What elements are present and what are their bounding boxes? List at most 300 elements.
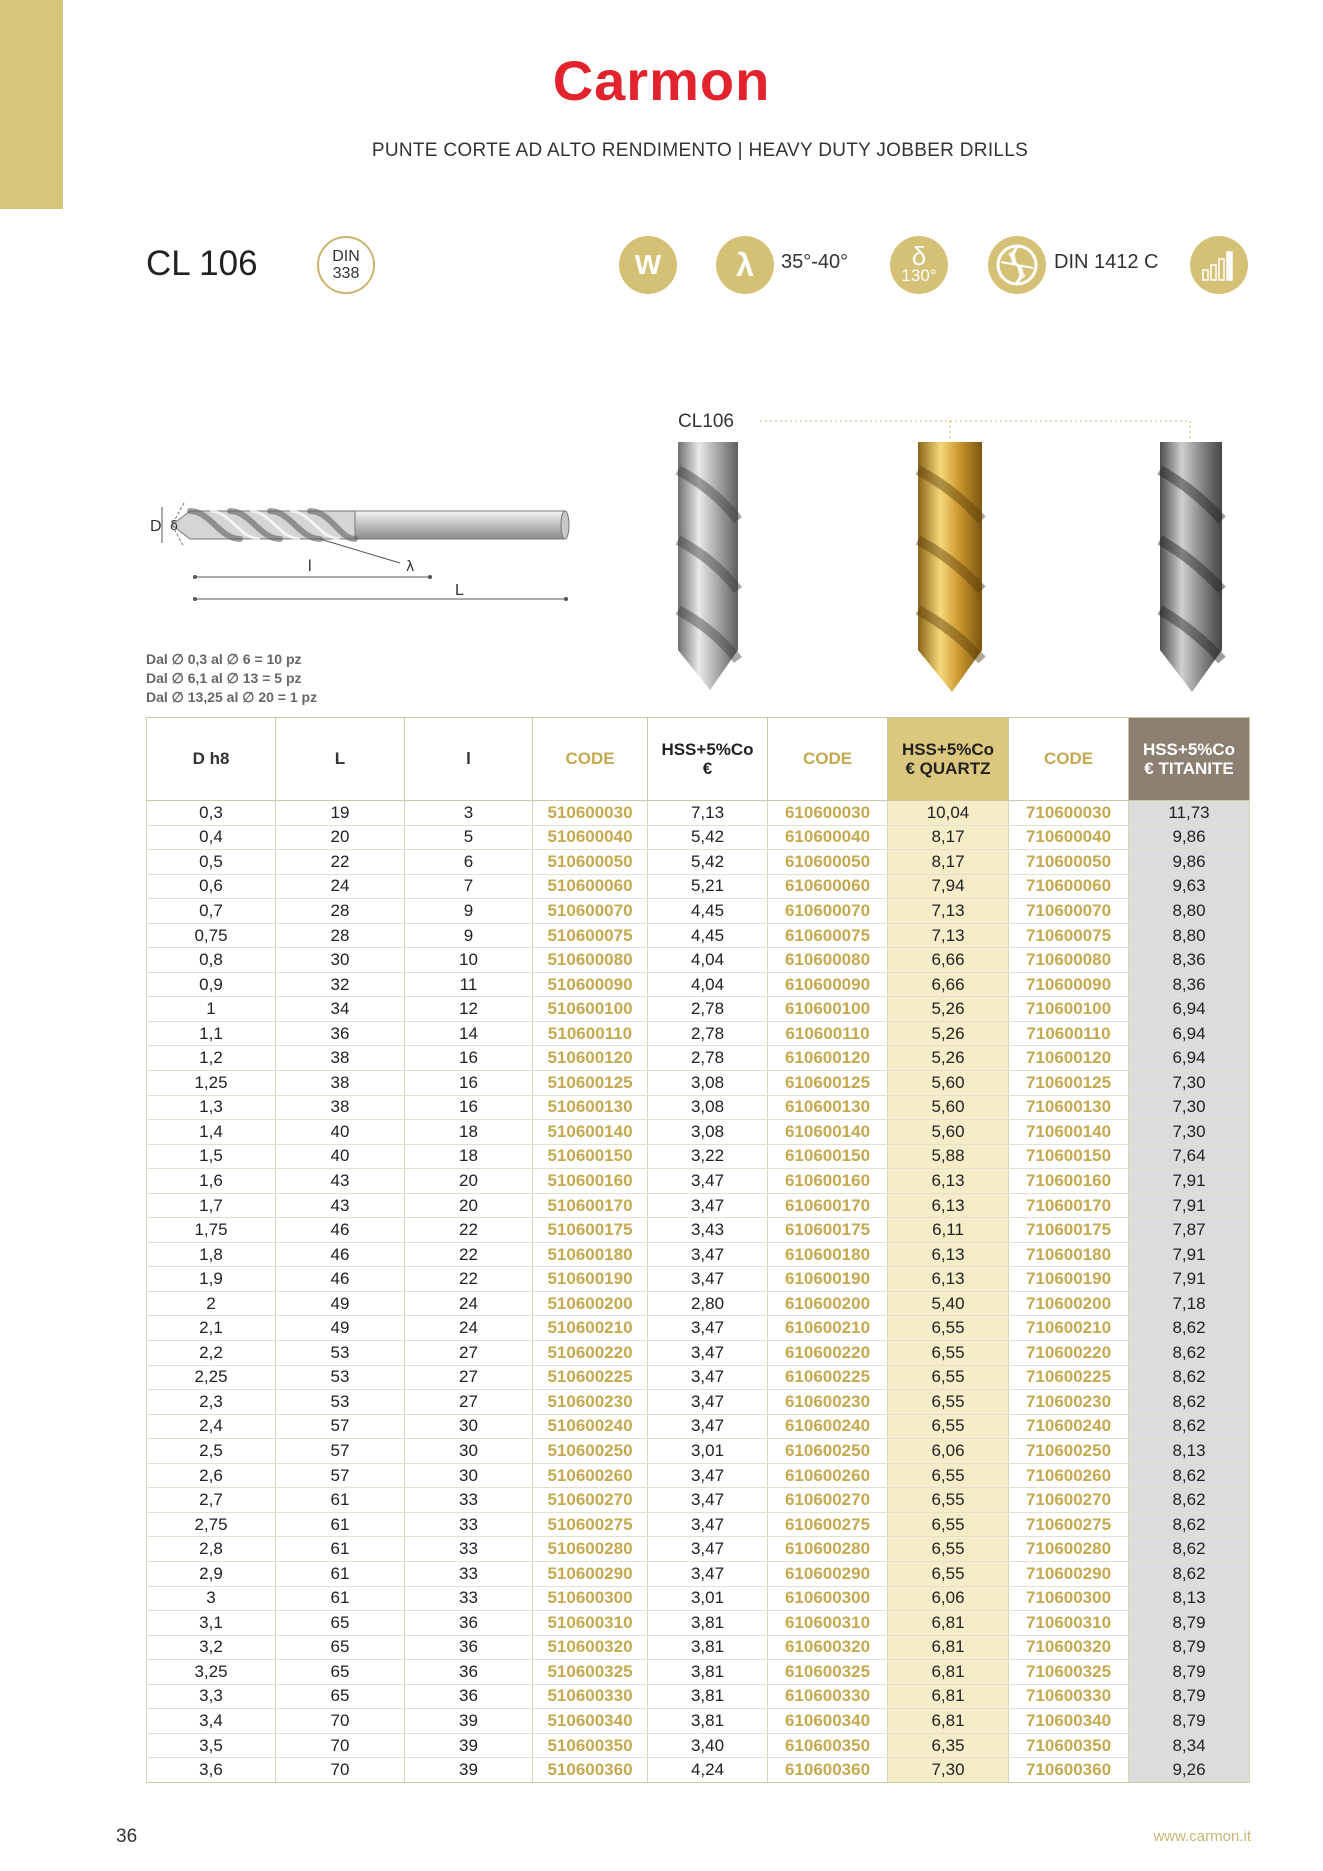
cell-diameter: 3,2: [147, 1635, 276, 1660]
cell-price-quartz: 6,55: [888, 1537, 1009, 1562]
cell-price-quartz: 8,17: [888, 825, 1009, 850]
cell-diameter: 1,7: [147, 1193, 276, 1218]
cell-price-titanite: 8,80: [1129, 923, 1250, 948]
cell-code-titanite: 710600230: [1009, 1390, 1129, 1415]
table-row: [147, 948, 1250, 973]
cell-code-quartz: 610600110: [768, 1021, 888, 1046]
cell-price-quartz: 6,06: [888, 1439, 1009, 1464]
cell-total-length: 61: [276, 1488, 405, 1513]
cell-diameter: 1,25: [147, 1071, 276, 1096]
cell-code-titanite: 710600200: [1009, 1291, 1129, 1316]
cell-code-plain: 510600330: [533, 1684, 648, 1709]
din-point-text: DIN 1412 C: [1054, 251, 1159, 273]
cell-price-quartz: 6,66: [888, 972, 1009, 997]
cell-code-plain: 510600180: [533, 1242, 648, 1267]
cell-price-plain: 4,24: [648, 1758, 768, 1783]
cell-flute-length: 9: [405, 899, 533, 924]
cell-price-quartz: 6,13: [888, 1193, 1009, 1218]
col-header-price-plain-line1: HSS+5%Co: [661, 740, 754, 759]
din-badge-top: DIN: [332, 248, 360, 265]
cell-code-quartz: 610600150: [768, 1144, 888, 1169]
cell-price-plain: 3,47: [648, 1316, 768, 1341]
quantity-notes: [146, 650, 317, 707]
col-header-price-titanite-line1: HSS+5%Co: [1142, 740, 1236, 759]
cell-total-length: 57: [276, 1414, 405, 1439]
cell-code-titanite: 710600030: [1009, 801, 1129, 826]
cell-flute-length: 33: [405, 1561, 533, 1586]
cell-price-titanite: 8,62: [1129, 1463, 1250, 1488]
cell-diameter: 1,75: [147, 1218, 276, 1243]
cell-price-plain: 2,78: [648, 1021, 768, 1046]
cell-price-titanite: 8,79: [1129, 1684, 1250, 1709]
cell-diameter: 0,6: [147, 874, 276, 899]
cell-total-length: 38: [276, 1046, 405, 1071]
cell-total-length: 43: [276, 1193, 405, 1218]
cell-price-quartz: 5,40: [888, 1291, 1009, 1316]
table-row: [147, 1267, 1250, 1292]
cell-price-titanite: 9,86: [1129, 850, 1250, 875]
table-row: [147, 1439, 1250, 1464]
cell-code-titanite: 710600240: [1009, 1414, 1129, 1439]
table-row: [147, 899, 1250, 924]
din-338-badge: [317, 236, 375, 294]
cell-price-plain: 3,40: [648, 1733, 768, 1758]
cell-diameter: 0,7: [147, 899, 276, 924]
table-row: [147, 1414, 1250, 1439]
cell-price-quartz: 6,13: [888, 1267, 1009, 1292]
cell-flute-length: 11: [405, 972, 533, 997]
cell-price-quartz: 6,55: [888, 1488, 1009, 1513]
photo-label: CL106: [678, 411, 734, 432]
cell-diameter: 0,3: [147, 801, 276, 826]
cell-code-titanite: 710600175: [1009, 1218, 1129, 1243]
product-code: CL 106: [146, 244, 258, 283]
quantity-note: Dal ∅ 0,3 al ∅ 6 = 10 pz: [146, 651, 302, 667]
cell-price-titanite: 8,62: [1129, 1390, 1250, 1415]
cell-code-plain: 510600250: [533, 1439, 648, 1464]
table-row: [147, 1095, 1250, 1120]
col-header-code-quartz: CODE: [768, 718, 888, 801]
cell-diameter: 2,7: [147, 1488, 276, 1513]
cell-code-quartz: 610600050: [768, 850, 888, 875]
cell-code-quartz: 610600230: [768, 1390, 888, 1415]
cell-code-quartz: 610600040: [768, 825, 888, 850]
cell-price-titanite: 7,18: [1129, 1291, 1250, 1316]
col-header-code-plain: CODE: [533, 718, 648, 801]
cell-code-plain: 510600240: [533, 1414, 648, 1439]
cell-total-length: 30: [276, 948, 405, 973]
cell-code-plain: 510600170: [533, 1193, 648, 1218]
cell-total-length: 49: [276, 1291, 405, 1316]
cell-price-plain: 3,81: [648, 1611, 768, 1636]
cell-price-quartz: 5,60: [888, 1071, 1009, 1096]
cell-price-titanite: 6,94: [1129, 997, 1250, 1022]
cell-code-quartz: 610600290: [768, 1561, 888, 1586]
table-row: [147, 801, 1250, 826]
table-row: [147, 874, 1250, 899]
cell-flute-length: 12: [405, 997, 533, 1022]
cell-total-length: 53: [276, 1365, 405, 1390]
cell-code-quartz: 610600140: [768, 1120, 888, 1145]
cell-price-titanite: 11,73: [1129, 801, 1250, 826]
cell-flute-length: 16: [405, 1046, 533, 1071]
cell-total-length: 65: [276, 1660, 405, 1685]
quantity-note: Dal ∅ 6,1 al ∅ 13 = 5 pz: [146, 670, 302, 686]
cell-code-quartz: 610600275: [768, 1512, 888, 1537]
cell-price-titanite: 6,94: [1129, 1046, 1250, 1071]
table-row: [147, 1046, 1250, 1071]
cell-code-titanite: 710600060: [1009, 874, 1129, 899]
cell-diameter: 3,5: [147, 1733, 276, 1758]
cell-code-quartz: 610600325: [768, 1660, 888, 1685]
cell-diameter: 3,25: [147, 1660, 276, 1685]
cell-flute-length: 10: [405, 948, 533, 973]
cell-total-length: 43: [276, 1169, 405, 1194]
cell-price-titanite: 6,94: [1129, 1021, 1250, 1046]
cell-diameter: 1,1: [147, 1021, 276, 1046]
cell-price-quartz: 6,81: [888, 1611, 1009, 1636]
cell-flute-length: 36: [405, 1660, 533, 1685]
cell-flute-length: 24: [405, 1291, 533, 1316]
cell-total-length: 65: [276, 1684, 405, 1709]
table-row: [147, 1684, 1250, 1709]
cell-code-titanite: 710600280: [1009, 1537, 1129, 1562]
cell-price-quartz: 7,13: [888, 899, 1009, 924]
table-row: [147, 1341, 1250, 1366]
cell-price-titanite: 8,62: [1129, 1488, 1250, 1513]
cell-code-titanite: 710600075: [1009, 923, 1129, 948]
cell-flute-length: 9: [405, 923, 533, 948]
cell-code-titanite: 710600040: [1009, 825, 1129, 850]
col-header-price-plain-line2: €: [702, 759, 713, 778]
cell-total-length: 61: [276, 1561, 405, 1586]
col-header-price-quartz-line1: HSS+5%Co: [901, 740, 995, 759]
table-row: [147, 997, 1250, 1022]
table-row: [147, 1365, 1250, 1390]
cell-total-length: 53: [276, 1390, 405, 1415]
diagram-l-short: l: [308, 558, 312, 575]
drill-spec-table: [146, 717, 1250, 1783]
table-row: [147, 1390, 1250, 1415]
cell-price-titanite: 7,91: [1129, 1242, 1250, 1267]
cell-price-plain: 2,78: [648, 1046, 768, 1071]
cell-code-titanite: 710600210: [1009, 1316, 1129, 1341]
cell-code-titanite: 710600180: [1009, 1242, 1129, 1267]
cell-flute-length: 14: [405, 1021, 533, 1046]
cell-price-plain: 4,04: [648, 948, 768, 973]
cell-price-quartz: 6,66: [888, 948, 1009, 973]
cell-code-quartz: 610600340: [768, 1709, 888, 1734]
cell-price-titanite: 8,79: [1129, 1635, 1250, 1660]
cell-code-quartz: 610600070: [768, 899, 888, 924]
cell-diameter: 2,8: [147, 1537, 276, 1562]
cell-code-titanite: 710600225: [1009, 1365, 1129, 1390]
cell-price-titanite: 8,62: [1129, 1561, 1250, 1586]
cell-code-titanite: 710600290: [1009, 1561, 1129, 1586]
cell-diameter: 2,5: [147, 1439, 276, 1464]
cell-code-plain: 510600340: [533, 1709, 648, 1734]
table-row: [147, 1561, 1250, 1586]
cell-flute-length: 16: [405, 1071, 533, 1096]
cell-code-quartz: 610600210: [768, 1316, 888, 1341]
cell-code-plain: 510600080: [533, 948, 648, 973]
cell-total-length: 20: [276, 825, 405, 850]
website-link[interactable]: www.carmon.it: [1153, 1828, 1251, 1845]
cell-code-plain: 510600350: [533, 1733, 648, 1758]
cell-flute-length: 33: [405, 1488, 533, 1513]
cell-price-titanite: 9,86: [1129, 825, 1250, 850]
cell-code-quartz: 610600270: [768, 1488, 888, 1513]
cell-diameter: 2,2: [147, 1341, 276, 1366]
cell-code-titanite: 710600170: [1009, 1193, 1129, 1218]
cell-price-titanite: 7,30: [1129, 1120, 1250, 1145]
drill-photo-quartz: [918, 442, 982, 692]
cell-price-plain: 7,13: [648, 801, 768, 826]
cell-code-quartz: 610600170: [768, 1193, 888, 1218]
table-row: [147, 1021, 1250, 1046]
table-row: [147, 1291, 1250, 1316]
cell-diameter: 2,4: [147, 1414, 276, 1439]
col-header-code-titanite: CODE: [1009, 718, 1129, 801]
table-row: [147, 1463, 1250, 1488]
cell-price-quartz: 6,81: [888, 1635, 1009, 1660]
cell-flute-length: 36: [405, 1684, 533, 1709]
cell-total-length: 38: [276, 1095, 405, 1120]
quantity-note: Dal ∅ 13,25 al ∅ 20 = 1 pz: [146, 689, 318, 705]
cell-price-quartz: 5,26: [888, 1021, 1009, 1046]
cell-code-titanite: 710600140: [1009, 1120, 1129, 1145]
cell-code-titanite: 710600100: [1009, 997, 1129, 1022]
cell-code-plain: 510600150: [533, 1144, 648, 1169]
table-row: [147, 1635, 1250, 1660]
cell-price-quartz: 6,55: [888, 1365, 1009, 1390]
cell-flute-length: 5: [405, 825, 533, 850]
cell-code-quartz: 610600225: [768, 1365, 888, 1390]
cell-code-titanite: 710600360: [1009, 1758, 1129, 1783]
table-body: [147, 801, 1250, 1783]
cell-price-titanite: 8,79: [1129, 1611, 1250, 1636]
table-row: [147, 1120, 1250, 1145]
cell-total-length: 22: [276, 850, 405, 875]
cell-total-length: 40: [276, 1144, 405, 1169]
table-row: [147, 1242, 1250, 1267]
cell-price-titanite: 7,91: [1129, 1267, 1250, 1292]
table-row: [147, 1193, 1250, 1218]
drill-photo-titanite: [1160, 442, 1222, 692]
cell-code-quartz: 610600060: [768, 874, 888, 899]
cell-flute-length: 36: [405, 1611, 533, 1636]
cell-flute-length: 18: [405, 1120, 533, 1145]
cell-code-titanite: 710600160: [1009, 1169, 1129, 1194]
cell-price-titanite: 7,87: [1129, 1218, 1250, 1243]
cell-price-plain: 4,04: [648, 972, 768, 997]
cell-price-quartz: 5,26: [888, 997, 1009, 1022]
cell-total-length: 46: [276, 1218, 405, 1243]
cell-code-plain: 510600070: [533, 899, 648, 924]
cell-code-plain: 510600325: [533, 1660, 648, 1685]
cell-price-plain: 3,47: [648, 1512, 768, 1537]
cell-price-plain: 4,45: [648, 899, 768, 924]
cell-flute-length: 30: [405, 1463, 533, 1488]
cell-price-plain: 3,47: [648, 1169, 768, 1194]
cell-code-titanite: 710600270: [1009, 1488, 1129, 1513]
cell-total-length: 46: [276, 1267, 405, 1292]
cell-code-titanite: 710600120: [1009, 1046, 1129, 1071]
cell-code-plain: 510600100: [533, 997, 648, 1022]
cell-code-titanite: 710600310: [1009, 1611, 1129, 1636]
cell-flute-length: 27: [405, 1365, 533, 1390]
cell-code-quartz: 610600075: [768, 923, 888, 948]
cell-code-quartz: 610600180: [768, 1242, 888, 1267]
table-row: [147, 1144, 1250, 1169]
diagram-l-long: L: [455, 582, 464, 599]
cell-price-titanite: 7,64: [1129, 1144, 1250, 1169]
cell-code-plain: 510600060: [533, 874, 648, 899]
performance-bars-icon: [1190, 236, 1248, 294]
cell-diameter: 2,6: [147, 1463, 276, 1488]
cell-code-quartz: 610600260: [768, 1463, 888, 1488]
cell-price-quartz: 6,81: [888, 1684, 1009, 1709]
cell-code-quartz: 610600080: [768, 948, 888, 973]
cell-price-quartz: 5,26: [888, 1046, 1009, 1071]
cell-code-quartz: 610600220: [768, 1341, 888, 1366]
cell-total-length: 24: [276, 874, 405, 899]
cell-code-plain: 510600090: [533, 972, 648, 997]
cell-code-plain: 510600225: [533, 1365, 648, 1390]
cell-total-length: 65: [276, 1635, 405, 1660]
cell-price-plain: 3,08: [648, 1095, 768, 1120]
cell-diameter: 1,4: [147, 1120, 276, 1145]
cell-diameter: 1: [147, 997, 276, 1022]
cell-total-length: 46: [276, 1242, 405, 1267]
cell-code-quartz: 610600350: [768, 1733, 888, 1758]
cell-price-titanite: 8,62: [1129, 1365, 1250, 1390]
cell-flute-length: 16: [405, 1095, 533, 1120]
split-point-icon-graphic: [994, 242, 1040, 288]
cell-code-titanite: 710600050: [1009, 850, 1129, 875]
col-header-flute-length: l: [405, 718, 533, 801]
diagram-lambda-label: λ: [406, 559, 415, 575]
brand-logo: Carmon: [552, 49, 771, 112]
cell-flute-length: 22: [405, 1267, 533, 1292]
cell-diameter: 1,9: [147, 1267, 276, 1292]
cell-price-plain: 4,45: [648, 923, 768, 948]
delta-angle: 130°: [901, 266, 937, 285]
cell-code-quartz: 610600130: [768, 1095, 888, 1120]
table-row: [147, 1660, 1250, 1685]
cell-code-plain: 510600210: [533, 1316, 648, 1341]
delta-symbol: δ: [911, 241, 927, 271]
cell-code-quartz: 610600360: [768, 1758, 888, 1783]
cell-price-plain: 3,47: [648, 1341, 768, 1366]
table-row: [147, 1733, 1250, 1758]
cell-code-plain: 510600075: [533, 923, 648, 948]
cell-flute-length: 24: [405, 1316, 533, 1341]
cell-price-quartz: 5,60: [888, 1120, 1009, 1145]
bars-icon-graphic: [1199, 248, 1239, 282]
cell-total-length: 36: [276, 1021, 405, 1046]
cell-price-plain: 3,01: [648, 1439, 768, 1464]
cell-code-quartz: 610600240: [768, 1414, 888, 1439]
cell-code-titanite: 710600260: [1009, 1463, 1129, 1488]
table-row: [147, 1071, 1250, 1096]
cell-price-quartz: 7,94: [888, 874, 1009, 899]
cell-total-length: 19: [276, 801, 405, 826]
table-row: [147, 1316, 1250, 1341]
table-row: [147, 1537, 1250, 1562]
cell-diameter: 1,8: [147, 1242, 276, 1267]
page-subtitle: PUNTE CORTE AD ALTO RENDIMENTO | HEAVY DUTY JOBBER DRILLS: [371, 140, 1029, 161]
cell-code-quartz: 610600200: [768, 1291, 888, 1316]
cell-total-length: 65: [276, 1611, 405, 1636]
table-row: [147, 923, 1250, 948]
table-row: [147, 1758, 1250, 1783]
cell-code-titanite: 710600190: [1009, 1267, 1129, 1292]
cell-code-quartz: 610600100: [768, 997, 888, 1022]
cell-price-titanite: 8,13: [1129, 1586, 1250, 1611]
cell-code-titanite: 710600300: [1009, 1586, 1129, 1611]
col-header-price-titanite: [1129, 718, 1250, 801]
cell-diameter: 2,3: [147, 1390, 276, 1415]
cell-price-titanite: 8,62: [1129, 1341, 1250, 1366]
cell-price-titanite: 8,62: [1129, 1537, 1250, 1562]
din-badge-bottom: 338: [332, 265, 360, 282]
helix-angle-icon: [716, 236, 774, 294]
cell-price-quartz: 6,13: [888, 1169, 1009, 1194]
cell-price-plain: 3,47: [648, 1537, 768, 1562]
cell-code-plain: 510600125: [533, 1071, 648, 1096]
cell-flute-length: 39: [405, 1758, 533, 1783]
table-row: [147, 1169, 1250, 1194]
cell-total-length: 40: [276, 1120, 405, 1145]
cell-price-plain: 3,47: [648, 1488, 768, 1513]
cell-diameter: 1,6: [147, 1169, 276, 1194]
cell-price-titanite: 7,30: [1129, 1095, 1250, 1120]
cell-price-plain: 3,08: [648, 1071, 768, 1096]
cell-price-quartz: 6,55: [888, 1316, 1009, 1341]
cell-price-titanite: 7,30: [1129, 1071, 1250, 1096]
cell-code-quartz: 610600320: [768, 1635, 888, 1660]
cell-price-titanite: 8,79: [1129, 1660, 1250, 1685]
cell-total-length: 57: [276, 1439, 405, 1464]
cell-price-quartz: 6,11: [888, 1218, 1009, 1243]
cell-price-plain: 3,81: [648, 1684, 768, 1709]
cell-total-length: 49: [276, 1316, 405, 1341]
col-header-price-quartz-line2: € QUARTZ: [905, 759, 991, 778]
cell-price-quartz: 5,88: [888, 1144, 1009, 1169]
cell-price-quartz: 10,04: [888, 801, 1009, 826]
cell-total-length: 28: [276, 899, 405, 924]
cell-code-plain: 510600220: [533, 1341, 648, 1366]
cell-code-quartz: 610600250: [768, 1439, 888, 1464]
cell-price-quartz: 6,55: [888, 1463, 1009, 1488]
cell-diameter: 1,3: [147, 1095, 276, 1120]
cell-price-plain: 5,42: [648, 850, 768, 875]
cell-price-titanite: 8,80: [1129, 899, 1250, 924]
cell-flute-length: 22: [405, 1218, 533, 1243]
w-type-icon: [619, 236, 677, 294]
cell-flute-length: 30: [405, 1439, 533, 1464]
cell-price-plain: 2,78: [648, 997, 768, 1022]
cell-code-titanite: 710600125: [1009, 1071, 1129, 1096]
cell-code-quartz: 610600175: [768, 1218, 888, 1243]
cell-price-quartz: 7,30: [888, 1758, 1009, 1783]
cell-price-quartz: 7,13: [888, 923, 1009, 948]
cell-code-quartz: 610600190: [768, 1267, 888, 1292]
cell-total-length: 53: [276, 1341, 405, 1366]
table-header-row: [147, 718, 1250, 801]
cell-flute-length: 39: [405, 1709, 533, 1734]
